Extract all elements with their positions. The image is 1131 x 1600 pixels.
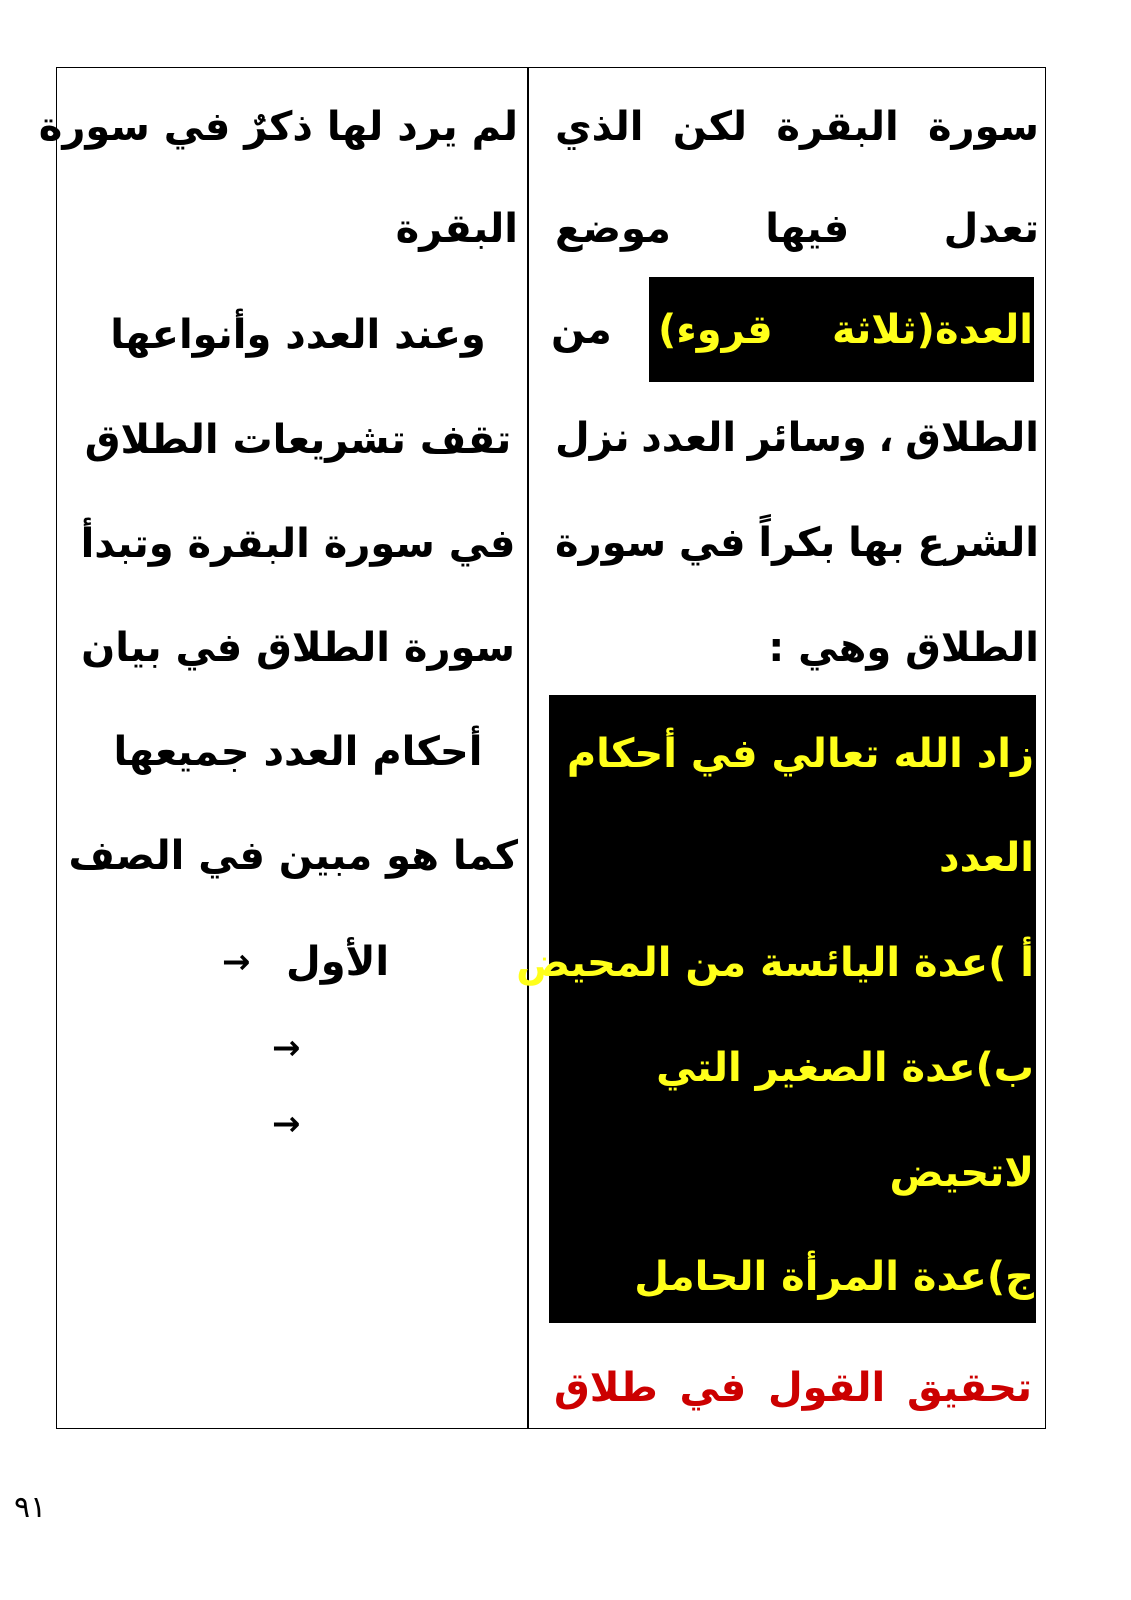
right-line-4 (555, 513, 1039, 573)
yellow-line-3: أ )عدة اليائسة من المحيض (516, 940, 1034, 986)
right-line-3 (555, 408, 1039, 468)
highlight-word: قروء) (658, 307, 773, 353)
word: الشرع (917, 520, 1039, 566)
word: سورة (927, 104, 1039, 150)
red-heading (554, 1358, 1032, 1418)
word: ، (878, 415, 894, 461)
red-word: في (679, 1365, 747, 1411)
yellow-line-5: لاتحيض (889, 1150, 1034, 1196)
left-line-7: أحكام العدد جميعها (113, 729, 483, 775)
word: الطلاق (905, 415, 1039, 461)
yellow-line-6: ج)عدة المرأة الحامل (634, 1254, 1034, 1300)
left-line-2: البقرة (395, 206, 518, 252)
word: بكراً (758, 520, 836, 566)
word: تعدل (943, 206, 1039, 252)
arrow-right-icon: → (272, 1028, 301, 1068)
word: موضع (555, 206, 671, 252)
word: العدد (641, 415, 737, 461)
yellow-line-4: ب)عدة الصغير التي (656, 1045, 1034, 1091)
left-line-3: وعند العدد وأنواعها (110, 312, 486, 358)
red-word: القول (767, 1365, 886, 1411)
yellow-line-2: العدد (939, 835, 1034, 881)
word: لكن (672, 104, 748, 150)
word: وسائر (747, 415, 867, 461)
word: نزل (555, 415, 630, 461)
min-word: من (551, 307, 612, 353)
red-word: تحقيق (906, 1365, 1032, 1411)
right-line-5: الطلاق وهي : (768, 625, 1039, 671)
left-line-4: تقف تشريعات الطلاق (84, 417, 512, 463)
left-line-5: في سورة البقرة وتبدأ (80, 521, 516, 567)
right-line-2 (555, 199, 1039, 259)
word: فيها (765, 206, 850, 252)
red-word: طلاق (554, 1365, 658, 1411)
word: سورة (555, 520, 667, 566)
page-number: ٩١ (14, 1490, 47, 1525)
awal-word: الأول (286, 939, 390, 985)
highlight-word: العدة(ثلاثة (832, 307, 1033, 353)
right-line-1 (555, 97, 1039, 157)
highlight-text (658, 300, 1033, 360)
left-line-1: لم يرد لها ذكرٌ في سورة (38, 104, 518, 150)
column-divider (527, 67, 529, 1429)
yellow-line-1: زاد الله تعالي في أحكام (566, 731, 1034, 777)
word: بها (848, 520, 905, 566)
yellow-text-box (516, 695, 1036, 1323)
left-line-6: سورة الطلاق في بيان (81, 625, 515, 671)
left-line-8: كما هو مبين في الصف (68, 833, 518, 879)
word: الذي (555, 104, 644, 150)
arrow-right-icon: → (272, 1104, 301, 1144)
word: في (678, 520, 746, 566)
arrow-right-icon: → (222, 942, 251, 982)
word: البقرة (776, 104, 899, 150)
